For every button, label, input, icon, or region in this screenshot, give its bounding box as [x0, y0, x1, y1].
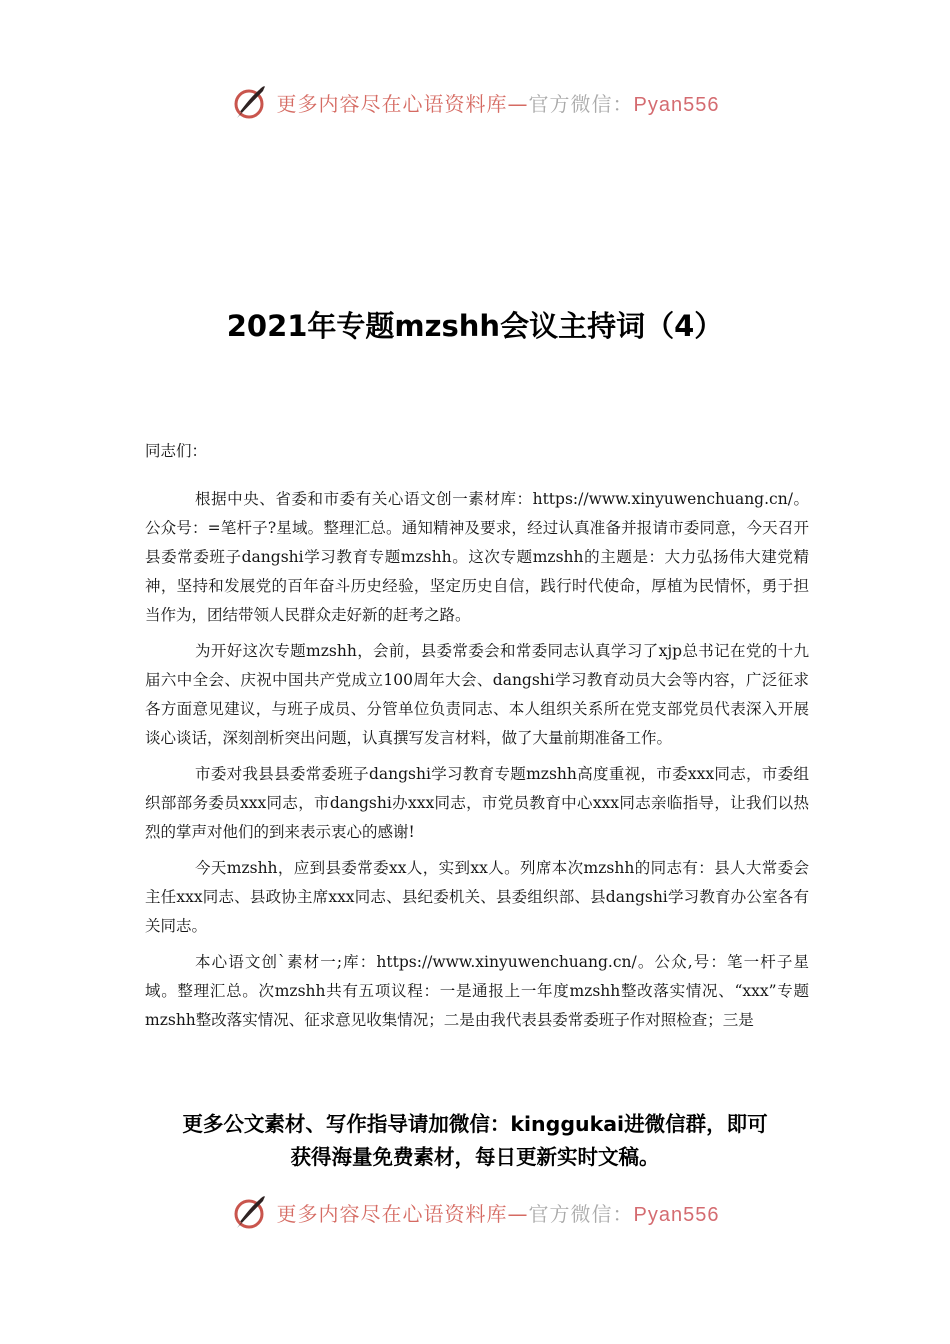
- promo-notice: [0, 1108, 950, 1174]
- banner-wechat-label: 官方微信：: [528, 1201, 634, 1226]
- banner-slogan: 更多内容尽在心语资料库: [276, 1201, 508, 1226]
- quill-logo-icon: [231, 82, 271, 122]
- banner-text: [277, 88, 720, 117]
- footer-banner: [0, 1192, 950, 1232]
- banner-text: [277, 1198, 720, 1227]
- paragraph-1: 根据中央、省委和市委有关心语文创一素材库：https://www.xinyuwenchuang.cn/。公众号：=笔杆子?星域。整理汇总。通知精神及要求，经过认真准备并报请市委同意，今天召开县委常委班子dangshi学习教育专题mzshh。这次专题mzshh的主题是：大力弘扬伟大建党精神，坚持和发展党的百年奋斗历史经验，坚定历史自信，践行时代使命，厚植为民情怀，勇于担当作为，团结带领人民群众走好新的赶考之路。: [145, 490, 809, 624]
- header-banner: [0, 82, 950, 122]
- salutation: 同志们：: [145, 442, 208, 460]
- promo-line-2: 获得海量免费素材，每日更新实时文稿。: [290, 1145, 660, 1169]
- paragraph-3: 市委对我县县委常委班子dangshi学习教育专题mzshh高度重视，市委xxx同志，市委组织部部务委员xxx同志，市dangshi办xxx同志，市党员教育中心xxx同志亲临指导，让我们以热烈的掌声对他们的到来表示衷心的感谢!: [145, 765, 809, 841]
- banner-wechat-label: 官方微信：: [528, 91, 634, 116]
- document-title: 2021年专题mzshh会议主持词（4）: [226, 309, 724, 343]
- banner-separator: —: [507, 1201, 529, 1226]
- banner-separator: —: [507, 91, 529, 116]
- banner-slogan: 更多内容尽在心语资料库: [276, 91, 508, 116]
- document-body: [145, 437, 809, 1042]
- paragraph-2: 为开好这次专题mzshh，会前，县委常委会和常委同志认真学习了xjp总书记在党的十九届六中全会、庆祝中国共产党成立100周年大会、dangshi学习教育动员大会等内容，广泛征求各方面意见建议，与班子成员、分管单位负责同志、本人组织关系所在党支部党员代表深入开展谈心谈话，深刻剖析突出问题，认真撰写发言材料，做了大量前期准备工作。: [145, 642, 809, 747]
- banner-wechat-id: Pyan556: [633, 93, 720, 116]
- paragraph-4: 今天mzshh，应到县委常委xx人，实到xx人。列席本次mzshh的同志有：县人大常委会主任xxx同志、县政协主席xxx同志、县纪委机关、县委组织部、县dangshi学习教育办公室各有关同志。: [145, 859, 809, 935]
- banner-wechat-id: Pyan556: [633, 1203, 720, 1226]
- paragraph-5: 本心语文创`素材一;库：https://www.xinyuwenchuang.cn/。公众,号：笔一杆子星域。整理汇总。次mzshh共有五项议程：一是通报上一年度mzshh整改落实情况、“xxx”专题mzshh整改落实情况、征求意见收集情况；二是由我代表县委常委班子作对照检查；三是: [145, 953, 809, 1029]
- quill-logo-icon: [231, 1192, 271, 1232]
- promo-line-1: 更多公文素材、写作指导请加微信：kinggukai进微信群，即可: [182, 1112, 768, 1136]
